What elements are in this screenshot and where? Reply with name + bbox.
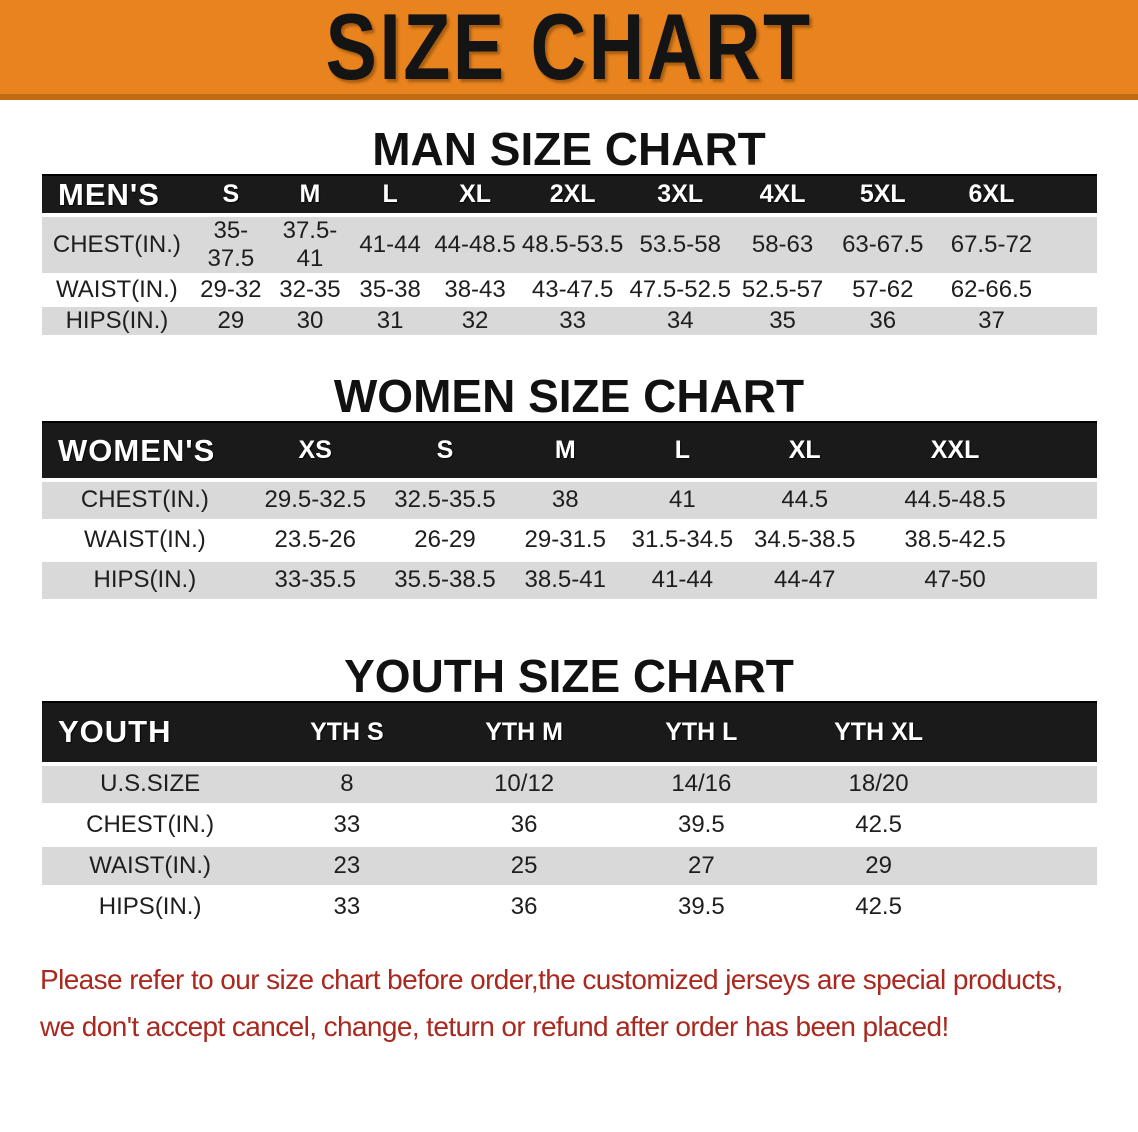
column-header: 2XL	[520, 175, 626, 215]
men-size-table	[42, 174, 1097, 338]
value-cell: 58-63	[735, 215, 830, 275]
value-cell: 37.5-41	[270, 215, 350, 275]
value-cell: 38.5-41	[507, 560, 623, 600]
value-cell: 42.5	[790, 805, 967, 846]
value-cell: 62-66.5	[936, 275, 1048, 306]
spacer-cell	[1042, 480, 1097, 520]
row-label: WAIST(IN.)	[42, 520, 248, 560]
value-cell: 25	[436, 846, 613, 887]
value-cell: 36	[436, 887, 613, 928]
value-cell: 43-47.5	[520, 275, 626, 306]
column-header: YTH S	[258, 702, 435, 764]
value-cell: 27	[613, 846, 790, 887]
row-label: CHEST(IN.)	[42, 215, 192, 275]
value-cell: 38-43	[430, 275, 520, 306]
value-cell: 47-50	[868, 560, 1042, 600]
youth-size-table	[42, 701, 1097, 930]
table-title-cell: YOUTH	[42, 702, 258, 764]
row-label: HIPS(IN.)	[42, 887, 258, 928]
disclaimer-line-1: Please refer to our size chart before order,the customized jerseys are special products,	[40, 964, 1063, 995]
column-header: S	[192, 175, 270, 215]
value-cell: 57-62	[830, 275, 936, 306]
value-cell: 33	[520, 306, 626, 337]
women-size-table	[42, 421, 1097, 602]
value-cell: 23	[258, 846, 435, 887]
table-header-row	[42, 175, 1097, 215]
value-cell: 33	[258, 887, 435, 928]
spacer-cell	[967, 702, 1097, 764]
spacer-cell	[1047, 175, 1097, 215]
value-cell: 41-44	[350, 215, 430, 275]
banner-title: SIZE CHART	[325, 0, 813, 99]
value-cell: 44.5-48.5	[868, 480, 1042, 520]
value-cell: 35-38	[350, 275, 430, 306]
column-header: S	[383, 422, 507, 480]
table-title-cell: WOMEN'S	[42, 422, 248, 480]
value-cell: 31.5-34.5	[623, 520, 741, 560]
value-cell: 36	[436, 805, 613, 846]
value-cell: 32-35	[270, 275, 350, 306]
value-cell: 39.5	[613, 887, 790, 928]
value-cell: 38	[507, 480, 623, 520]
spacer-cell	[967, 764, 1097, 805]
column-header: YTH L	[613, 702, 790, 764]
men-section-heading: MAN SIZE CHART	[372, 123, 766, 175]
value-cell: 44-48.5	[430, 215, 520, 275]
column-header: YTH XL	[790, 702, 967, 764]
women-section-heading: WOMEN SIZE CHART	[333, 370, 805, 422]
row-label: CHEST(IN.)	[42, 480, 248, 520]
value-cell: 42.5	[790, 887, 967, 928]
row-label: HIPS(IN.)	[42, 306, 192, 337]
spacer-cell	[1047, 306, 1097, 337]
value-cell: 35	[735, 306, 830, 337]
value-cell: 30	[270, 306, 350, 337]
column-header: M	[507, 422, 623, 480]
spacer-cell	[967, 887, 1097, 928]
column-header: M	[270, 175, 350, 215]
row-label: WAIST(IN.)	[42, 846, 258, 887]
table-row	[42, 480, 1097, 520]
table-header-row	[42, 702, 1097, 764]
value-cell: 35.5-38.5	[383, 560, 507, 600]
value-cell: 29.5-32.5	[248, 480, 383, 520]
value-cell: 33	[258, 805, 435, 846]
value-cell: 10/12	[436, 764, 613, 805]
value-cell: 8	[258, 764, 435, 805]
spacer-cell	[1047, 275, 1097, 306]
value-cell: 33-35.5	[248, 560, 383, 600]
column-header: XS	[248, 422, 383, 480]
size-chart-banner	[0, 0, 1138, 100]
table-row	[42, 520, 1097, 560]
table-row	[42, 887, 1097, 928]
spacer-cell	[967, 805, 1097, 846]
value-cell: 37	[936, 306, 1048, 337]
value-cell: 52.5-57	[735, 275, 830, 306]
table-title-cell: MEN'S	[42, 175, 192, 215]
row-label: HIPS(IN.)	[42, 560, 248, 600]
value-cell: 14/16	[613, 764, 790, 805]
value-cell: 29	[790, 846, 967, 887]
value-cell: 38.5-42.5	[868, 520, 1042, 560]
value-cell: 53.5-58	[625, 215, 735, 275]
value-cell: 26-29	[383, 520, 507, 560]
spacer-cell	[1042, 560, 1097, 600]
row-label: U.S.SIZE	[42, 764, 258, 805]
value-cell: 67.5-72	[936, 215, 1048, 275]
value-cell: 32.5-35.5	[383, 480, 507, 520]
table-row	[42, 764, 1097, 805]
column-header: 4XL	[735, 175, 830, 215]
value-cell: 41-44	[623, 560, 741, 600]
spacer-cell	[1042, 422, 1097, 480]
column-header: L	[623, 422, 741, 480]
disclaimer-text	[40, 956, 1138, 1050]
column-header: L	[350, 175, 430, 215]
spacer-cell	[1042, 520, 1097, 560]
table-row	[42, 805, 1097, 846]
value-cell: 23.5-26	[248, 520, 383, 560]
table-row	[42, 275, 1097, 306]
column-header: XXL	[868, 422, 1042, 480]
value-cell: 34.5-38.5	[741, 520, 868, 560]
row-label: WAIST(IN.)	[42, 275, 192, 306]
table-row	[42, 215, 1097, 275]
value-cell: 41	[623, 480, 741, 520]
value-cell: 36	[830, 306, 936, 337]
column-header: 6XL	[936, 175, 1048, 215]
value-cell: 29-32	[192, 275, 270, 306]
table-row	[42, 306, 1097, 337]
table-row	[42, 560, 1097, 600]
spacer-cell	[967, 846, 1097, 887]
value-cell: 47.5-52.5	[625, 275, 735, 306]
table-header-row	[42, 422, 1097, 480]
value-cell: 31	[350, 306, 430, 337]
spacer-cell	[1047, 215, 1097, 275]
column-header: 5XL	[830, 175, 936, 215]
value-cell: 63-67.5	[830, 215, 936, 275]
row-label: CHEST(IN.)	[42, 805, 258, 846]
column-header: 3XL	[625, 175, 735, 215]
value-cell: 48.5-53.5	[520, 215, 626, 275]
column-header: XL	[741, 422, 868, 480]
value-cell: 39.5	[613, 805, 790, 846]
value-cell: 44-47	[741, 560, 868, 600]
table-row	[42, 846, 1097, 887]
value-cell: 34	[625, 306, 735, 337]
value-cell: 35-37.5	[192, 215, 270, 275]
column-header: YTH M	[436, 702, 613, 764]
value-cell: 18/20	[790, 764, 967, 805]
value-cell: 29-31.5	[507, 520, 623, 560]
youth-section-heading: YOUTH SIZE CHART	[344, 649, 794, 702]
value-cell: 44.5	[741, 480, 868, 520]
column-header: XL	[430, 175, 520, 215]
disclaimer-line-2: we don't accept cancel, change, teturn or refund after order has been placed!	[40, 1011, 949, 1042]
value-cell: 32	[430, 306, 520, 337]
value-cell: 29	[192, 306, 270, 337]
